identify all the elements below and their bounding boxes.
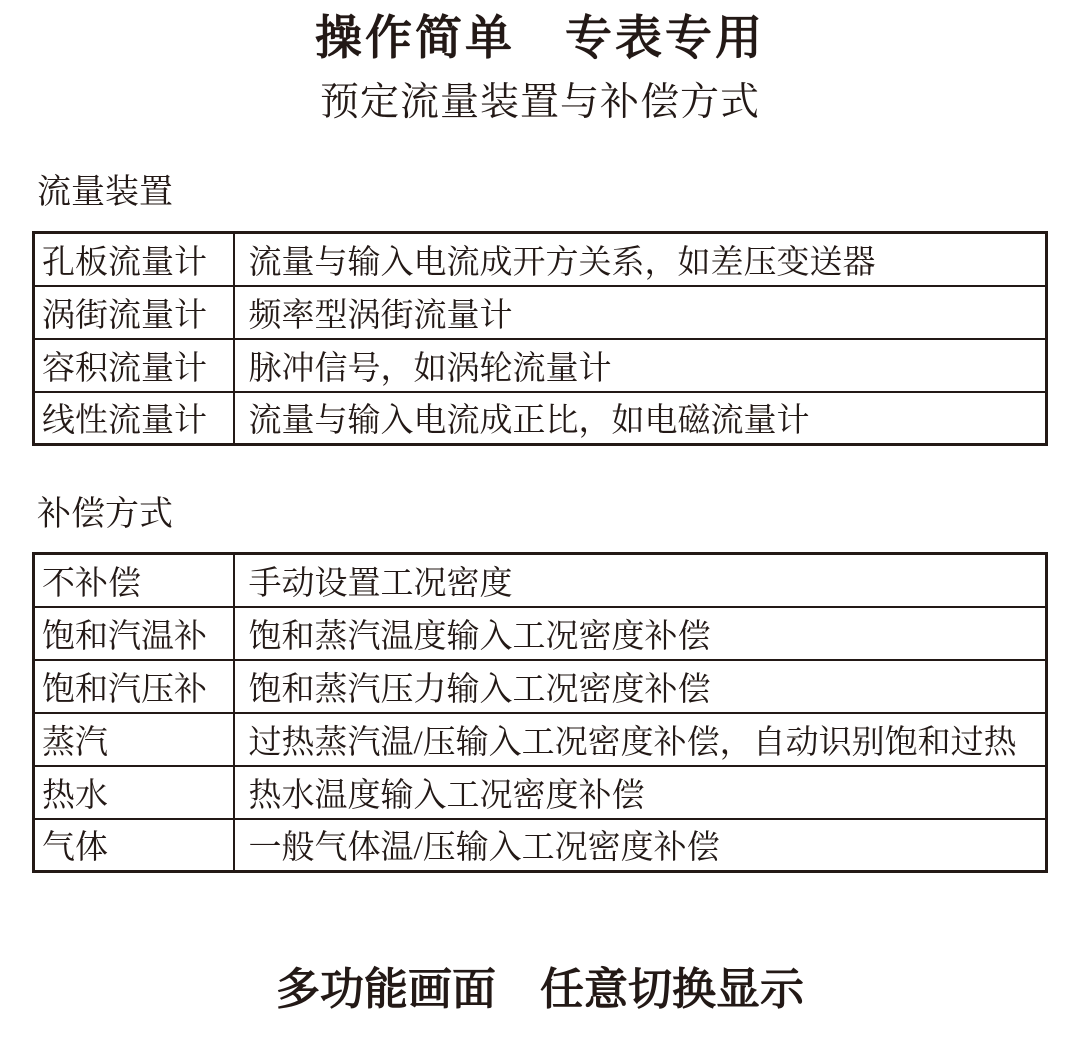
table-row (34, 286, 1047, 339)
table-row (34, 713, 1047, 766)
flow-device-name-cell: 线性流量计 (34, 392, 234, 445)
compensation-name-cell: 饱和汽压补 (34, 660, 234, 713)
compensation-desc-cell: 热水温度输入工况密度补偿 (234, 766, 1047, 819)
compensation-section-label: 补偿方式 (37, 495, 173, 533)
compensation-desc-cell: 过热蒸汽温/压输入工况密度补偿，自动识别饱和过热 (234, 713, 1047, 766)
flow-device-desc-cell: 频率型涡街流量计 (234, 286, 1047, 339)
compensation-name-cell: 不补偿 (34, 554, 234, 607)
table-row (34, 766, 1047, 819)
compensation-name-cell: 蒸汽 (34, 713, 234, 766)
compensation-name-cell: 热水 (34, 766, 234, 819)
flow-devices-table (32, 231, 1048, 446)
flow-device-desc-cell: 脉冲信号，如涡轮流量计 (234, 339, 1047, 392)
compensation-desc-cell: 手动设置工况密度 (234, 554, 1047, 607)
flow-devices-section-label: 流量装置 (37, 173, 173, 211)
table-row (34, 819, 1047, 872)
compensation-desc-cell: 饱和蒸汽压力输入工况密度补偿 (234, 660, 1047, 713)
table-row (34, 607, 1047, 660)
page-subtitle: 预定流量装置与补偿方式 (319, 81, 760, 124)
table-row (34, 339, 1047, 392)
page-title: 操作简单 专表专用 (315, 11, 765, 64)
flow-device-name-cell: 涡街流量计 (34, 286, 234, 339)
footer-title: 多功能画面 任意切换显示 (276, 965, 804, 1014)
compensation-desc-cell: 饱和蒸汽温度输入工况密度补偿 (234, 607, 1047, 660)
table-row (34, 554, 1047, 607)
flow-device-desc-cell: 流量与输入电流成开方关系，如差压变送器 (234, 233, 1047, 286)
compensation-name-cell: 气体 (34, 819, 234, 872)
table-row (34, 392, 1047, 445)
compensation-desc-cell: 一般气体温/压输入工况密度补偿 (234, 819, 1047, 872)
compensation-table (32, 552, 1048, 873)
compensation-name-cell: 饱和汽温补 (34, 607, 234, 660)
flow-device-desc-cell: 流量与输入电流成正比，如电磁流量计 (234, 392, 1047, 445)
flow-device-name-cell: 容积流量计 (34, 339, 234, 392)
table-row (34, 660, 1047, 713)
flow-device-name-cell: 孔板流量计 (34, 233, 234, 286)
table-row (34, 233, 1047, 286)
